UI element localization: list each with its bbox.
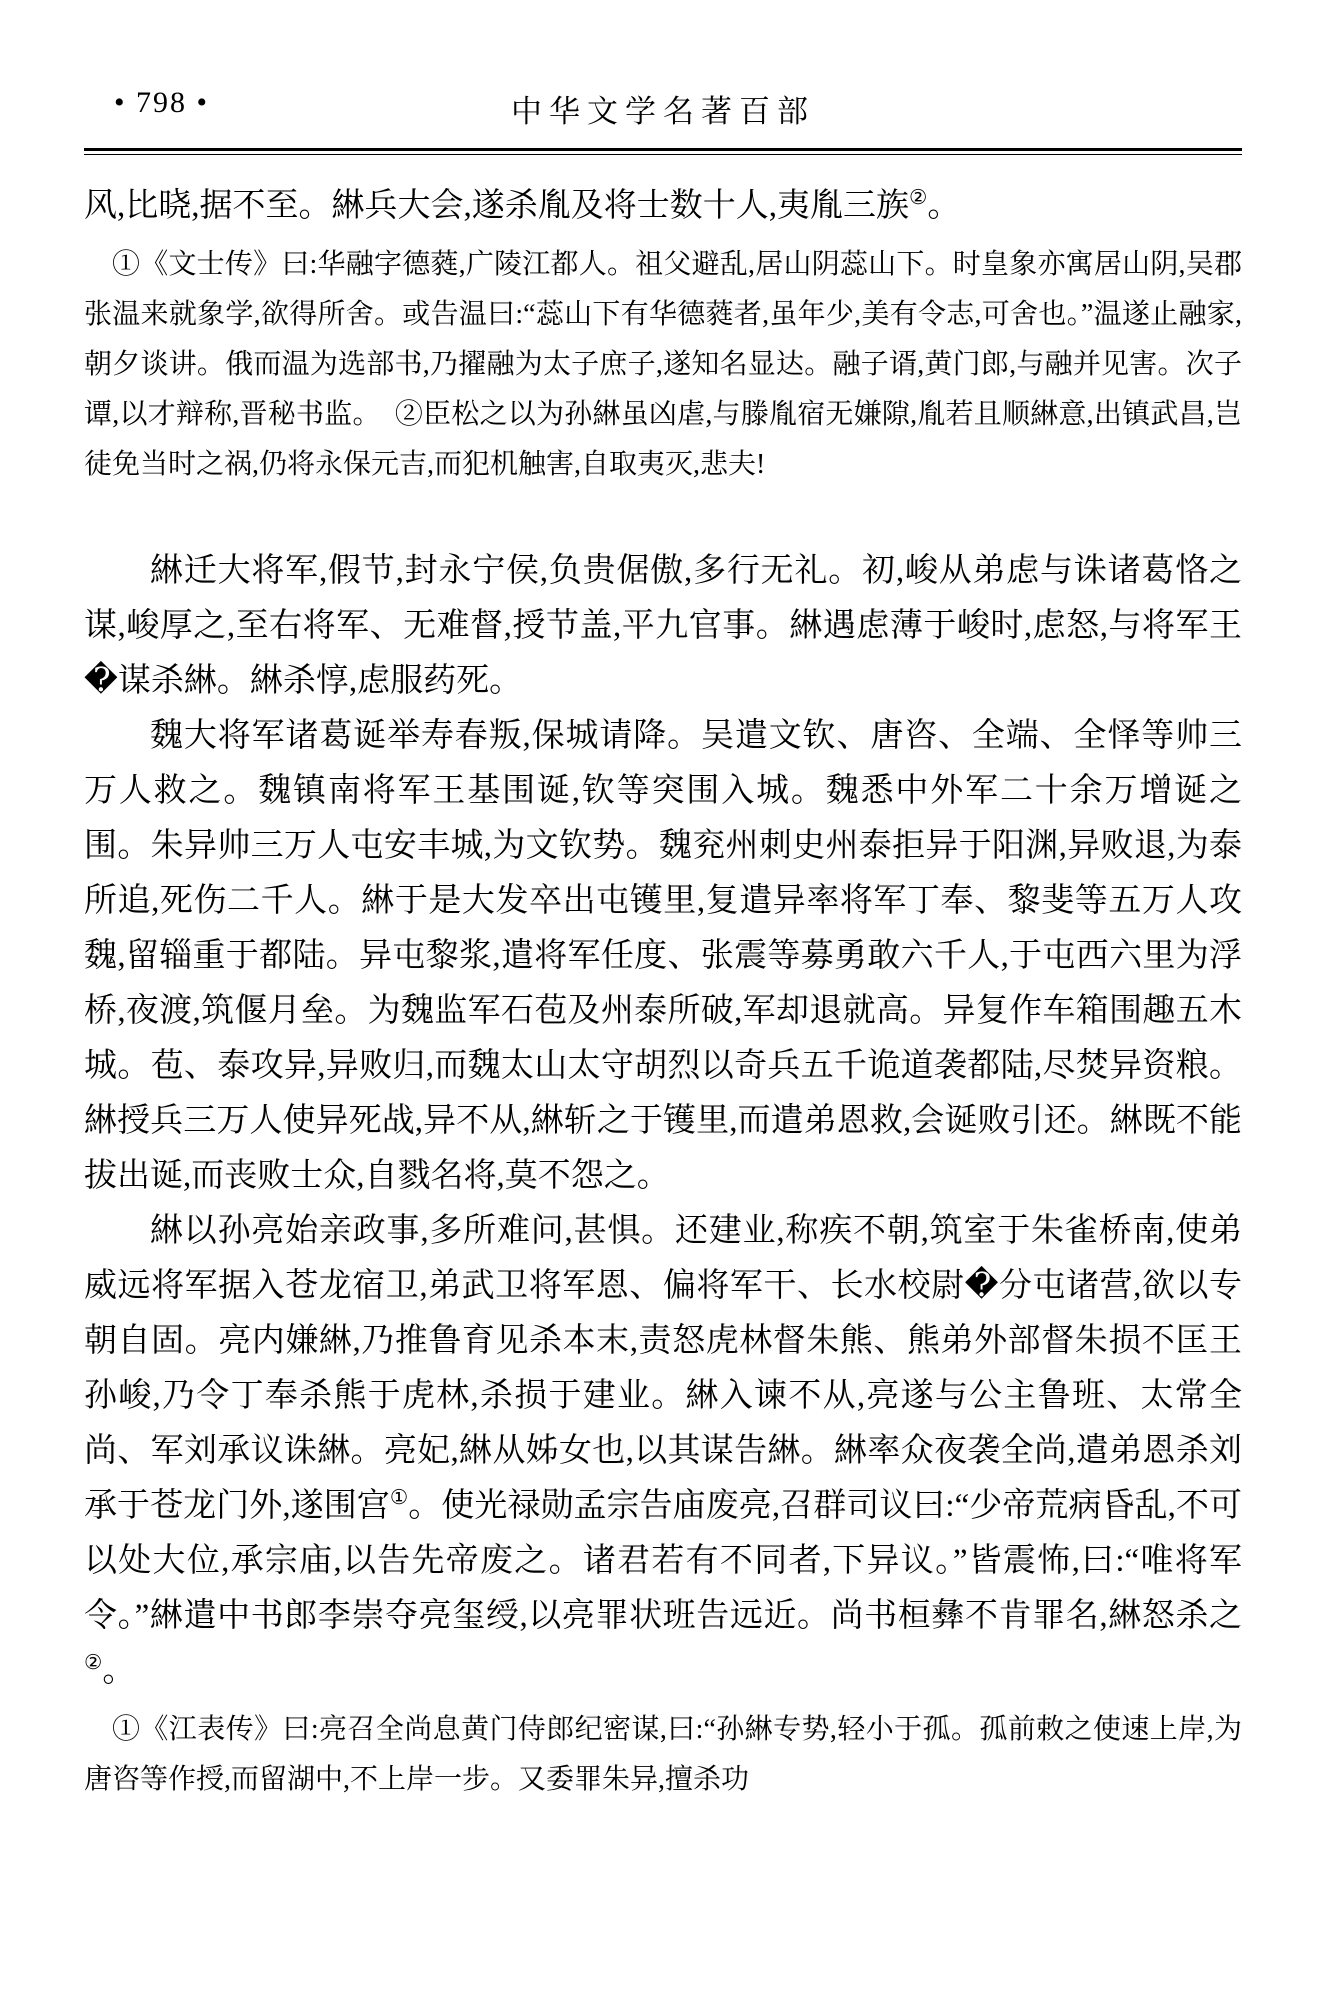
text-run: 魏大将军诸葛诞举寿春叛,保城请降。吴遣文钦、唐咨、全端、全怿等帅三万人救之。魏镇南将军王基围诞,钦等突围入城。魏悉中外军二十余万增诞之围。朱异帅三万人屯安丰城,为文钦势。魏兖州刺史州泰拒异于阳渊,异败退,为泰所追,死伤二千人。綝于是大发卒出屯镬里,复遣异率将军丁奉、黎斐等五万人攻魏,留辎重于都陆。异屯黎浆,遣将军任度、张震等募勇敢六千人,于屯西六里为浮桥,夜渡,筑偃月垒。为魏监军石苞及州泰所破,军却退就高。异复作车箱围趣五木城。苞、泰攻异,异败归,而魏太山太守胡烈以奇兵五千诡道袭都陆,尽焚异资粮。綝授兵三万人使异死战,异不从,綝斩之于镬里,而遣弟恩救,会诞败引还。綝既不能拔出诞,而丧败士众,自戮名将,莫不怨之。 (84, 718, 1242, 1194)
page-number: • 798 • (114, 86, 210, 119)
text-run: ①《文士传》曰:华融字德蕤,广陵江都人。祖父避乱,居山阴蕊山下。时皇象亦寓居山阴,吴郡张温来就象学,欲得所舍。或告温曰:“蕊山下有华德蕤者,虽年少,美有令志,可舍也。”温遂止融家,朝夕谈讲。俄而温为选部书,乃擢融为太子庶子,遂知名显达。融子谞,黄门郎,与融并见害。次子谭,以才辩称,晋秘书监。 ②臣松之以为孙綝虽凶虐,与滕胤宿无嫌隙,胤若且顺綝意,出镇武昌,岂徒免当时之祸,仍将永保元吉,而犯机触害,自取夷灭,悲夫! (84, 249, 1242, 480)
footnote-ref: ② (84, 1650, 103, 1674)
header-rule (84, 148, 1242, 155)
note-paragraph (84, 240, 1242, 490)
book-title: 中华文学名著百部 (511, 94, 815, 129)
text-run: 风,比晓,据不至。綝兵大会,遂杀胤及将士数十人,夷胤三族 (84, 188, 909, 224)
body-paragraph (84, 709, 1242, 1204)
footnote-ref: ② (909, 185, 928, 209)
text-area (84, 179, 1242, 1805)
page-header (84, 86, 1242, 130)
text-run: 。使光禄勋孟宗告庙废亮,召群司议曰:“少帝荒病昏乱,不可以处大位,承宗庙,以告先帝废之。诸君若有不同者,下异议。”皆震怖,曰:“唯将军令。”綝遣中书郎李崇夺亮玺绶,以亮罪状班告远近。尚书桓彝不肯罪名,綝怒杀之 (84, 1488, 1243, 1634)
body-paragraph (84, 544, 1242, 709)
body-paragraph (84, 1204, 1242, 1699)
note-paragraph (84, 1705, 1242, 1805)
footnote-ref: ① (389, 1485, 409, 1509)
text-run: ①《江表传》曰:亮召全尚息黄门侍郎纪密谋,曰:“孙綝专势,轻小于孤。孤前敕之使速上岸,为唐咨等作授,而留湖中,不上岸一步。又委罪朱异,擅杀功 (84, 1714, 1242, 1795)
text-run: 綝以孙亮始亲政事,多所难问,甚惧。还建业,称疾不朝,筑室于朱雀桥南,使弟威远将军据入苍龙宿卫,弟武卫将军恩、偏将军干、长水校尉�分屯诸营,欲以专朝自固。亮内嫌綝,乃推鲁育见杀本末,责怒虎林督朱熊、熊弟外部督朱损不匡王孙峻,乃令丁奉杀熊于虎林,杀损于建业。綝入谏不从,亮遂与公主鲁班、太常全尚、军刘承议诛綝。亮妃,綝从姊女也,以其谋告綝。綝率众夜袭全尚,遣弟恩杀刘承于苍龙门外,遂围宫 (84, 1213, 1242, 1524)
text-run: 。 (102, 1653, 136, 1689)
text-run: 。 (927, 188, 961, 224)
body-paragraph (84, 179, 1242, 234)
text-run: 綝迁大将军,假节,封永宁侯,负贵倨傲,多行无礼。初,峻从弟虑与诛诸葛恪之谋,峻厚之,至右将军、无难督,授节盖,平九官事。綝遇虑薄于峻时,虑怒,与将军王�谋杀綝。綝杀惇,虑服药死。 (84, 553, 1242, 699)
